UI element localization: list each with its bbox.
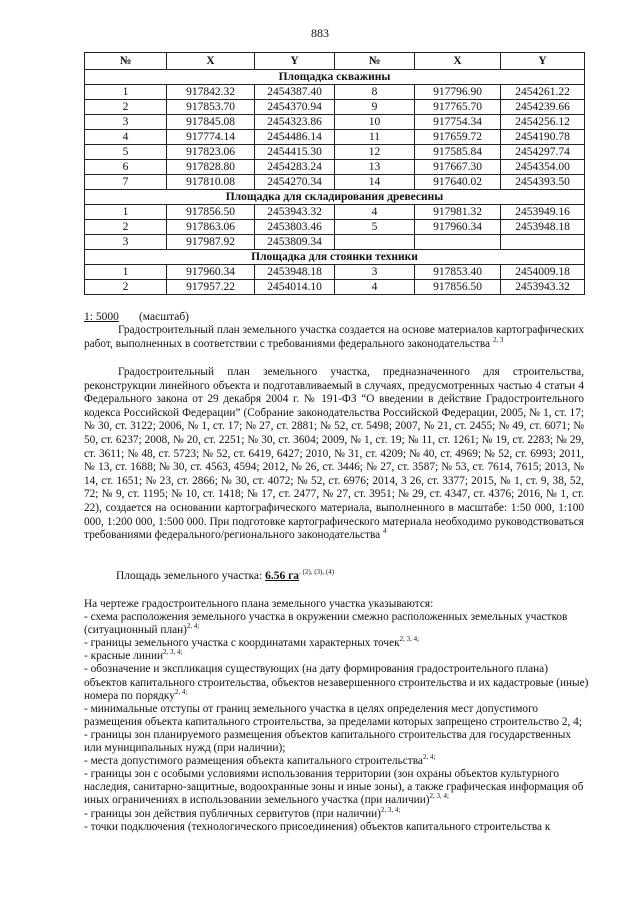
list-intro: На чертеже градостроительного плана земельного участка указываются: — [84, 598, 434, 610]
table-row — [85, 235, 585, 250]
table-cell: 917774.14 — [167, 130, 255, 145]
table-cell: 2454256.12 — [501, 115, 585, 130]
table-row — [85, 100, 585, 115]
table-cell: 917863.06 — [167, 220, 255, 235]
section-title: Площадка скважины — [85, 70, 585, 85]
list-item: - границы зон планируемого размещения объектов капитального строительства для государственных или муниципальных нужд (при наличии); — [84, 728, 572, 755]
table-cell: 917765.70 — [415, 100, 501, 115]
table-cell: 2453803.46 — [255, 220, 335, 235]
table-cell: 5 — [335, 220, 415, 235]
section-title: Площадка для стоянки техники — [85, 250, 585, 265]
header-cell: Y — [501, 53, 585, 70]
table-cell: 1 — [85, 265, 167, 280]
table-cell: 917987.92 — [167, 235, 255, 250]
table-cell: 2454393.50 — [501, 175, 585, 190]
coordinates-table — [84, 52, 585, 295]
table-row — [85, 205, 585, 220]
table-cell: 2454297.74 — [501, 145, 585, 160]
list-item: - обозначение и экспликация существующих (на дату формирования градостроительного плана) объектов капитального строительства, объектов незавершенного строительства и их кадастровые (иные) номера по порядку$^{2, 4;}$ — [84, 663, 589, 702]
list-item: - места допустимого размещения объекта капитального строительства$^{2, 4;}$ — [84, 753, 436, 768]
header-cell: Y — [255, 53, 335, 70]
table-cell: 2454283.24 — [255, 160, 335, 175]
table-cell: 2 — [85, 280, 167, 295]
requirements-list — [84, 598, 590, 834]
section-title-row — [85, 70, 585, 85]
table-cell: 2453943.32 — [501, 280, 585, 295]
table-cell: 11 — [335, 130, 415, 145]
table-cell: 917845.08 — [167, 115, 255, 130]
table-row — [85, 280, 585, 295]
table-cell: 2 — [85, 220, 167, 235]
list-item: - границы зон действия публичных сервитутов (при наличии)$^{2, 3, 4;}$ — [84, 805, 401, 820]
table-cell: 917585.84 — [415, 145, 501, 160]
table-cell: 2454486.14 — [255, 130, 335, 145]
table-cell: 917957.22 — [167, 280, 255, 295]
table-cell: 2454261.22 — [501, 85, 585, 100]
table-cell: 917810.08 — [167, 175, 255, 190]
table-cell: 917853.70 — [167, 100, 255, 115]
table-row — [85, 220, 585, 235]
table-cell: 917640.02 — [415, 175, 501, 190]
land-area-label: Площадь земельного участка: — [116, 570, 263, 582]
table-cell: 2453809.34 — [255, 235, 335, 250]
table-cell: 4 — [335, 205, 415, 220]
section-title-row — [85, 190, 585, 205]
table-cell: 917828.80 — [167, 160, 255, 175]
table-cell: 6 — [85, 160, 167, 175]
table-cell: 2454354.00 — [501, 160, 585, 175]
scale-line — [84, 311, 189, 323]
table-cell: 14 — [335, 175, 415, 190]
table-cell: 5 — [85, 145, 167, 160]
table-cell: 917981.32 — [415, 205, 501, 220]
scale-label: (масштаб) — [138, 311, 189, 323]
list-item: - схема расположения земельного участка в окружении смежно расположенных земельных участков (ситуационный план)$^{2, 4;}$ — [84, 611, 568, 637]
list-item: - минимальные отступы от границ земельного участка в целях определения мест допустимого размещения объекта капитального строительства, за пределами которых запрещено строительство 2, 4; — [84, 702, 582, 728]
table-cell: 2453943.32 — [255, 205, 335, 220]
table-cell: 2453948.18 — [255, 265, 335, 280]
table-cell: 917754.34 — [415, 115, 501, 130]
table-cell: 917842.32 — [167, 85, 255, 100]
table-cell: 2453949.16 — [501, 205, 585, 220]
table-row — [85, 265, 585, 280]
table-row — [85, 145, 585, 160]
table-cell: 2454370.94 — [255, 100, 335, 115]
table-cell: 3 — [85, 235, 167, 250]
section-title-row — [85, 250, 585, 265]
table-cell — [501, 235, 585, 250]
table-cell: 917796.90 — [415, 85, 501, 100]
table-row — [85, 130, 585, 145]
table-cell: 917960.34 — [415, 220, 501, 235]
land-area-value: 6.56 га — [265, 570, 300, 582]
header-cell: № — [335, 53, 415, 70]
table-cell: 4 — [335, 280, 415, 295]
table-cell: 12 — [335, 145, 415, 160]
table-cell: 8 — [335, 85, 415, 100]
table-cell: 2454190.78 — [501, 130, 585, 145]
table-cell — [335, 235, 415, 250]
scale-value: 1: 5000 — [84, 311, 119, 323]
header-cell: X — [167, 53, 255, 70]
header-cell: № — [85, 53, 167, 70]
table-cell: 2454009.18 — [501, 265, 585, 280]
list-item: - границы земельного участка с координатами характерных точек$^{2, 3, 4;}$ — [84, 635, 420, 650]
table-cell: 10 — [335, 115, 415, 130]
table-cell: 4 — [85, 130, 167, 145]
table-cell: 917960.34 — [167, 265, 255, 280]
list-item: - границы зон с особыми условиями использования территории (зон охраны объектов культурного наследия, санитарно-защитные, водоохранные зоны и иные зоны), а также графическая информация об иных ограничениях в использовании земельного участка (при наличии)$^{2, 3, 4;}$ — [84, 768, 584, 807]
table-cell: 1 — [85, 85, 167, 100]
table-cell: 2 — [85, 100, 167, 115]
paragraph-materials: Градостроительный план земельного участка создается на основе материалов картографических работ, выполненных в соответствии с требованиями федерального законодательства $^{2, 3}$ — [84, 324, 584, 350]
table-cell: 1 — [85, 205, 167, 220]
table-cell: 7 — [85, 175, 167, 190]
list-item: - красные линии$^{2, 3, 4;}$ — [84, 648, 183, 663]
table-row — [85, 85, 585, 100]
table-row — [85, 160, 585, 175]
table-cell: 2454270.34 — [255, 175, 335, 190]
table-cell: 3 — [335, 265, 415, 280]
table-cell: 917667.30 — [415, 160, 501, 175]
table-cell: 2453948.18 — [501, 220, 585, 235]
table-cell: 917823.06 — [167, 145, 255, 160]
table-cell: 3 — [85, 115, 167, 130]
table-cell: 917856.50 — [415, 280, 501, 295]
table-cell: 917856.50 — [167, 205, 255, 220]
table-cell: 917659.72 — [415, 130, 501, 145]
table-cell: 917853.40 — [415, 265, 501, 280]
table-cell: 13 — [335, 160, 415, 175]
table-cell: 2454415.30 — [255, 145, 335, 160]
table-cell: 2454387.40 — [255, 85, 335, 100]
table-header-row — [85, 53, 585, 70]
table-cell: 2454323.86 — [255, 115, 335, 130]
paragraph-linear-object: Градостроительный план земельного участка, предназначенного для строительства, реконструкции линейного объекта и подготавливаемый в случаях, предусмотренных частью 4 статьи 4 Федерального закона от 29 декабря 2004 г. № 191-ФЗ “О введении в действие Градостроительного кодекса Российской Федерации” (Собрание законодательства Российской Федерации, 2005, № 1, ст. 17; № 30, ст. 3122; 2006, № 1, ст. 17; № 27, ст. 2881; № 52, ст. 5498; 2007, № 21, ст. 2455; № 49, ст. 6071; № 50, ст. 6237; 2008, № 20, ст. 2251; № 30, ст. 3604; 2009, № 1, ст. 19; № 11, ст. 1261; № 19, ст. 2283; № 29, ст. 3611; № 48, ст. 5723; № 52, ст. 6419, 6427; 2010, № 31, ст. 4209; № 40, ст. 4969; № 52, ст. 6993; 2011, № 13, ст. 1688; № 30, ст. 4563, 4594; 2012, № 26, ст. 3446; № 27, ст. 3587; № 53, ст. 7614, 7615; 2013, № 14, ст. 1651; № 23, ст. 2866; № 30, ст. 4072; № 52, ст. 6976; 2014, 3 26, ст. 3377; 2015, № 1, ст. 9, 38, 52, 72; № 9, ст. 1195; № 10, ст. 1418; № 17, ст. 2477, № 27, ст. 3951; № 29, ст. 4347, ст. 4376; 2016, № 1, ст. 22), создается на основании картографического материала, выполненного в масштабе: 1:50 000, 1:100 000, 1:200 000, 1:500 000. При подготовке картографического материала необходимо руководствоваться требованиями федерального/регионального законодательства $^4$ — [84, 366, 584, 542]
table-cell: 2454239.66 — [501, 100, 585, 115]
table-row — [85, 175, 585, 190]
page-number: 883 — [311, 26, 329, 40]
table-cell — [415, 235, 501, 250]
table-cell: 2454014.10 — [255, 280, 335, 295]
header-cell: X — [415, 53, 501, 70]
land-area: Площадь земельного участка: 6.56 $га^{. (2), (3), (4)}$ — [116, 568, 335, 582]
table-row — [85, 115, 585, 130]
list-item: - точки подключения (технологического присоединения) объектов капитального строительства к — [84, 820, 551, 833]
table-cell: 9 — [335, 100, 415, 115]
table-body — [85, 70, 585, 295]
section-title: Площадка для складирования древесины — [85, 190, 585, 205]
